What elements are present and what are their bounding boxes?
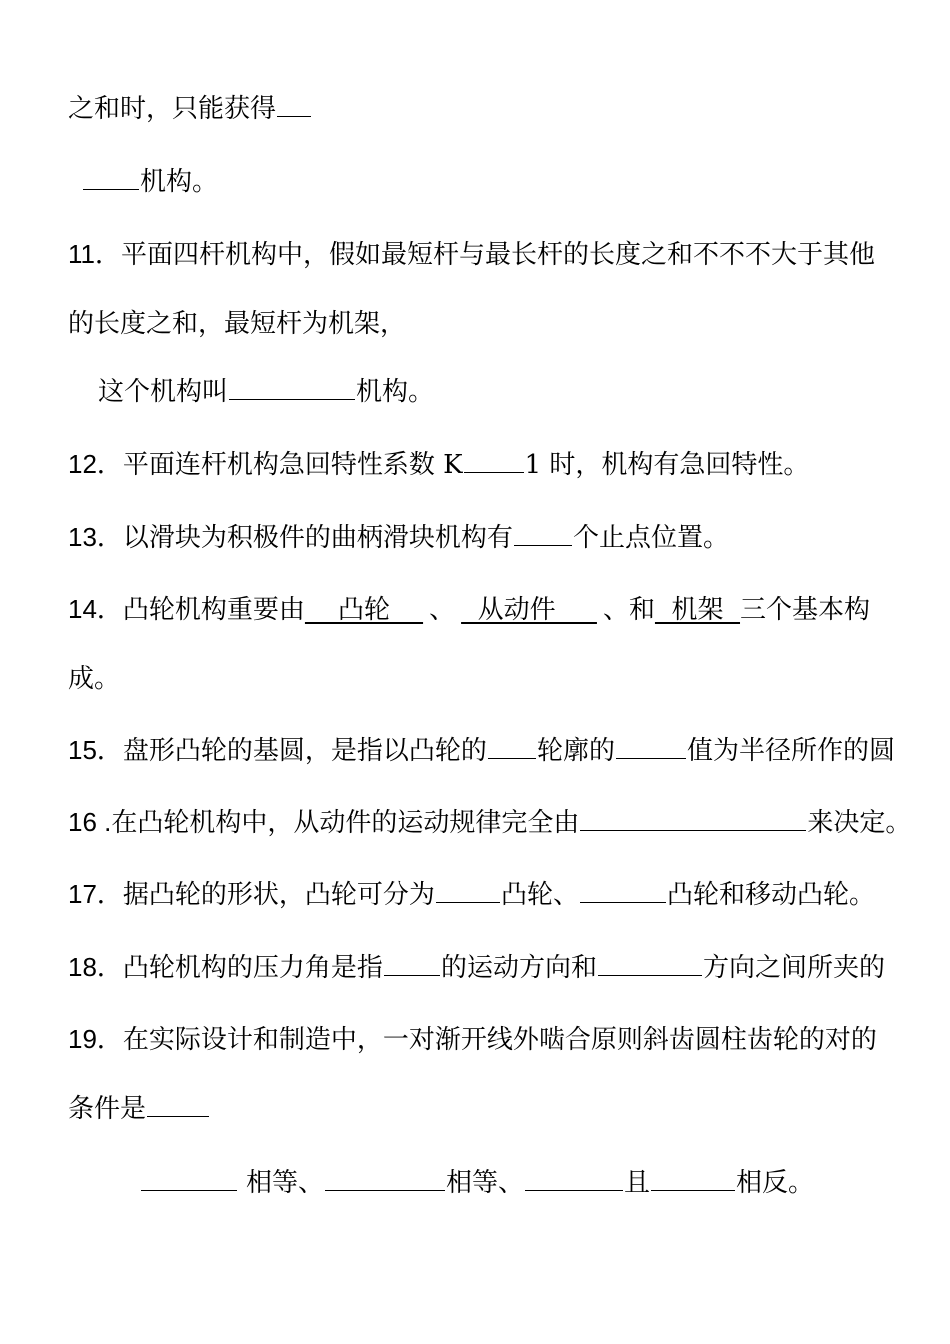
line-text: 相等、 xyxy=(446,1168,525,1198)
question-18 xyxy=(68,950,885,985)
question-14 xyxy=(68,592,870,627)
line-text: 之和时，只能获得 xyxy=(68,94,277,124)
line-text: 相反。 xyxy=(736,1168,815,1198)
filled-answer-cam: 凸轮 xyxy=(304,595,424,625)
line-text: 且 xyxy=(624,1168,651,1198)
question-17 xyxy=(68,877,875,912)
line-text: 成。 xyxy=(68,664,121,694)
question-number: 19． xyxy=(68,1024,123,1054)
answer-blank xyxy=(598,953,702,976)
line-text: 、和 xyxy=(602,595,655,625)
answer-blank xyxy=(325,1168,445,1191)
line-text: 条件是 xyxy=(68,1094,147,1124)
filled-answer-follower: 从动件 xyxy=(461,595,597,625)
answer-blank xyxy=(83,167,139,190)
answer-blank xyxy=(147,1094,209,1117)
line-text: 值为半径所作的圆 xyxy=(686,736,895,766)
text-line xyxy=(98,375,434,409)
line-text: 三个基本构 xyxy=(740,595,871,625)
question-number: 14． xyxy=(68,594,123,624)
line-text: 机构。 xyxy=(140,167,219,197)
answer-blank xyxy=(277,94,311,117)
question-number: 11． xyxy=(68,239,121,269)
line-text: 在实际设计和制造中，一对渐开线外啮合原则斜齿圆柱齿轮的对的 xyxy=(122,1025,877,1055)
answer-blank xyxy=(525,1168,623,1191)
question-number: 15． xyxy=(68,735,123,765)
line-text: 盘形凸轮的基圆，是指以凸轮的 xyxy=(122,736,487,766)
question-number: 16 . xyxy=(68,807,112,837)
answer-blank xyxy=(651,1168,735,1191)
answer-blank xyxy=(384,953,440,976)
question-number: 18． xyxy=(68,952,123,982)
line-text: 、 xyxy=(429,595,456,625)
question-number: 12． xyxy=(68,449,123,479)
answer-blank xyxy=(141,1168,237,1191)
line-text: 方向之间所夹的 xyxy=(702,953,885,983)
line-text: 凸轮机构的压力角是指 xyxy=(122,953,383,983)
question-11 xyxy=(68,237,875,272)
text-line xyxy=(68,307,406,341)
line-text: 平面连杆机构急回特性系数 K xyxy=(122,450,463,480)
question-16 xyxy=(68,805,911,840)
filled-answer-frame: 机架 xyxy=(654,595,741,625)
line-text: 在凸轮机构中，从动件的运动规律完全由 xyxy=(111,808,580,838)
answer-blank xyxy=(436,880,500,903)
question-12 xyxy=(68,447,809,482)
answer-blank xyxy=(580,808,806,831)
text-line xyxy=(82,165,218,199)
line-text: 据凸轮的形状，凸轮可分为 xyxy=(122,880,435,910)
question-19 xyxy=(68,1022,877,1057)
line-text: 相等、 xyxy=(246,1168,325,1198)
question-15 xyxy=(68,733,895,768)
answer-blank xyxy=(616,736,686,759)
answer-blank xyxy=(229,377,355,400)
text-line xyxy=(140,1166,814,1200)
answer-blank xyxy=(488,736,536,759)
line-text: 个止点位置。 xyxy=(572,523,729,553)
text-line xyxy=(68,1092,210,1126)
line-text: 凸轮和移动凸轮。 xyxy=(666,880,875,910)
line-text: 这个机构叫 xyxy=(98,377,229,407)
question-number: 17． xyxy=(68,879,123,909)
question-13 xyxy=(68,520,729,555)
answer-blank xyxy=(514,523,572,546)
answer-blank xyxy=(464,450,524,473)
question-number: 13． xyxy=(68,522,123,552)
line-text: 以滑块为积极件的曲柄滑块机构有 xyxy=(122,523,513,553)
line-text: 凸轮机构重要由 xyxy=(122,595,305,625)
line-text: 轮廓的 xyxy=(536,736,615,766)
line-text: 平面四杆机构中，假如最短杆与最长杆的长度之和不不不大于其他 xyxy=(121,240,876,270)
line-text: 的运动方向和 xyxy=(440,953,597,983)
line-text: 1 时，机构有急回特性。 xyxy=(524,450,810,480)
line-text: 来决定。 xyxy=(807,808,912,838)
answer-blank xyxy=(580,880,666,903)
line-text: 凸轮、 xyxy=(500,880,579,910)
text-line xyxy=(68,662,120,696)
line-text: 的长度之和，最短杆为机架， xyxy=(68,309,407,339)
line-text: 机构。 xyxy=(356,377,435,407)
text-line xyxy=(68,92,312,126)
